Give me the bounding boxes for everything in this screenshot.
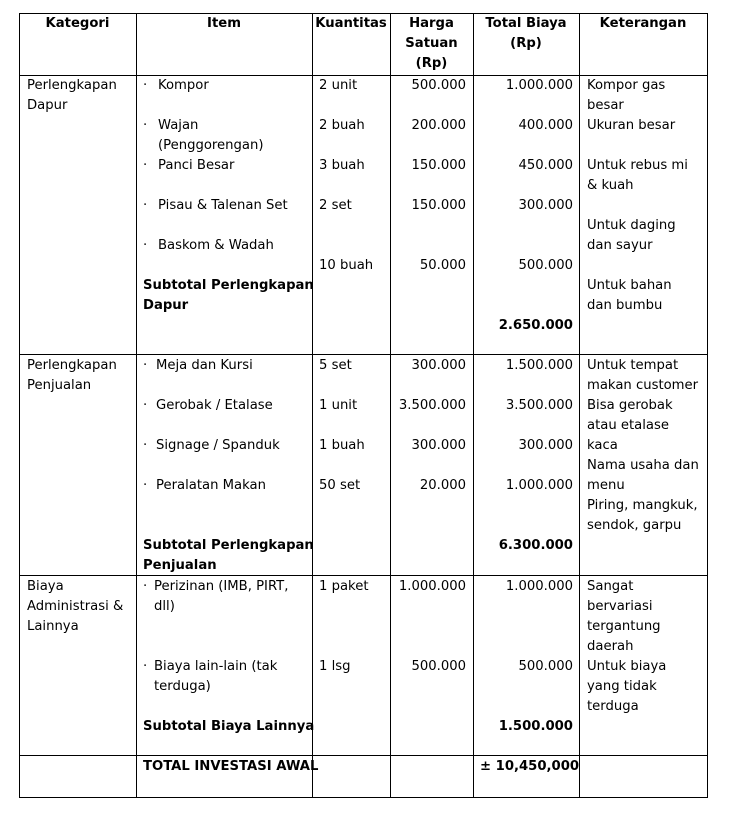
note: makan customer bbox=[587, 378, 699, 393]
subtotal-label: Subtotal Biaya Lainnya bbox=[143, 719, 315, 734]
unit-price: 300.000 bbox=[411, 438, 466, 453]
quantity: 2 unit bbox=[319, 78, 358, 93]
header-harga-satuan: Harga bbox=[409, 16, 454, 31]
subtotal-label: Subtotal Perlengkapan bbox=[143, 538, 314, 553]
note: Untuk rebus mi bbox=[587, 158, 688, 173]
total-cost: 3.500.000 bbox=[505, 398, 573, 413]
category-label: Penjualan bbox=[27, 378, 92, 393]
note: & kuah bbox=[587, 178, 634, 193]
row-divider bbox=[19, 354, 708, 355]
note: menu bbox=[587, 478, 625, 493]
unit-price: 500.000 bbox=[411, 659, 466, 674]
quantity: 10 buah bbox=[319, 258, 374, 273]
subtotal-label: Dapur bbox=[143, 298, 189, 313]
grand-total-value: ± 10,450,000 bbox=[480, 759, 580, 774]
item-name: terduga) bbox=[154, 679, 211, 694]
note: Untuk biaya bbox=[587, 659, 667, 674]
quantity: 50 set bbox=[319, 478, 361, 493]
unit-price: 200.000 bbox=[411, 118, 466, 133]
unit-price: 500.000 bbox=[411, 78, 466, 93]
subtotal-value: 2.650.000 bbox=[498, 318, 573, 333]
table-border-right bbox=[707, 13, 708, 798]
category-label: Perlengkapan bbox=[27, 358, 117, 373]
note: daerah bbox=[587, 639, 634, 654]
table-border-left bbox=[19, 13, 20, 798]
note: terduga bbox=[587, 699, 639, 714]
item-name: Perizinan (IMB, PIRT, bbox=[154, 579, 289, 594]
category-label: Biaya bbox=[27, 579, 64, 594]
unit-price: 3.500.000 bbox=[398, 398, 466, 413]
note: Untuk bahan bbox=[587, 278, 672, 293]
bullet: · bbox=[143, 398, 148, 413]
bullet: · bbox=[143, 579, 148, 594]
unit-price: 300.000 bbox=[411, 358, 466, 373]
item-name: Gerobak / Etalase bbox=[156, 398, 273, 413]
total-cost: 300.000 bbox=[518, 438, 573, 453]
note: Piring, mangkuk, bbox=[587, 498, 698, 513]
total-cost: 1.500.000 bbox=[505, 358, 573, 373]
bullet: · bbox=[143, 659, 148, 674]
note: dan bumbu bbox=[587, 298, 663, 313]
header-kategori: Kategori bbox=[45, 16, 110, 31]
header-kuantitas: Kuantitas bbox=[315, 16, 387, 31]
note: sendok, garpu bbox=[587, 518, 682, 533]
quantity: 3 buah bbox=[319, 158, 365, 173]
category-label: Dapur bbox=[27, 98, 68, 113]
total-cost: 1.000.000 bbox=[505, 478, 573, 493]
column-divider bbox=[579, 13, 580, 798]
note: tergantung bbox=[587, 619, 661, 634]
item-name: Signage / Spanduk bbox=[156, 438, 280, 453]
row-divider bbox=[19, 755, 708, 756]
quantity: 1 buah bbox=[319, 438, 365, 453]
header-total-biaya: (Rp) bbox=[510, 36, 542, 51]
note: Untuk tempat bbox=[587, 358, 679, 373]
quantity: 1 unit bbox=[319, 398, 358, 413]
quantity: 1 paket bbox=[319, 579, 369, 594]
unit-price: 1.000.000 bbox=[398, 579, 466, 594]
unit-price: 20.000 bbox=[419, 478, 466, 493]
header-harga-satuan: Satuan bbox=[405, 36, 458, 51]
item-name: dll) bbox=[154, 599, 175, 614]
subtotal-label: Penjualan bbox=[143, 558, 217, 573]
total-cost: 300.000 bbox=[518, 198, 573, 213]
subtotal-label: Subtotal Perlengkapan bbox=[143, 278, 314, 293]
total-cost: 1.000.000 bbox=[505, 579, 573, 594]
note: Sangat bbox=[587, 579, 634, 594]
bullet: · bbox=[143, 158, 148, 173]
note: Kompor gas bbox=[587, 78, 666, 93]
note: besar bbox=[587, 98, 624, 113]
total-cost: 450.000 bbox=[518, 158, 573, 173]
bullet: · bbox=[143, 118, 148, 133]
unit-price: 150.000 bbox=[411, 158, 466, 173]
quantity: 1 lsg bbox=[319, 659, 351, 674]
table-border-bottom bbox=[19, 797, 708, 798]
quantity: 2 buah bbox=[319, 118, 365, 133]
bullet: · bbox=[143, 78, 148, 93]
unit-price: 50.000 bbox=[419, 258, 466, 273]
quantity: 5 set bbox=[319, 358, 352, 373]
note: Ukuran besar bbox=[587, 118, 676, 133]
category-label: Administrasi & bbox=[27, 599, 124, 614]
category-label: Lainnya bbox=[27, 619, 79, 634]
item-name: Peralatan Makan bbox=[156, 478, 266, 493]
bullet: · bbox=[143, 438, 148, 453]
note: atau etalase bbox=[587, 418, 669, 433]
header-total-biaya: Total Biaya bbox=[485, 16, 567, 31]
item-name: Wajan bbox=[158, 118, 199, 133]
item-name: Baskom & Wadah bbox=[158, 238, 274, 253]
note: Untuk daging bbox=[587, 218, 676, 233]
header-keterangan: Keterangan bbox=[599, 16, 687, 31]
quantity: 2 set bbox=[319, 198, 352, 213]
note: Bisa gerobak bbox=[587, 398, 673, 413]
bullet: · bbox=[143, 238, 148, 253]
item-name: Pisau & Talenan Set bbox=[158, 198, 288, 213]
item-name: Biaya lain-lain (tak bbox=[154, 659, 278, 674]
note: kaca bbox=[587, 438, 618, 453]
total-cost: 1.000.000 bbox=[505, 78, 573, 93]
header-harga-satuan: (Rp) bbox=[415, 56, 448, 71]
item-name: Kompor bbox=[158, 78, 209, 93]
bullet: · bbox=[143, 358, 148, 373]
total-cost: 400.000 bbox=[518, 118, 573, 133]
subtotal-value: 6.300.000 bbox=[498, 538, 573, 553]
column-divider bbox=[136, 13, 137, 798]
unit-price: 150.000 bbox=[411, 198, 466, 213]
total-cost: 500.000 bbox=[518, 659, 573, 674]
subtotal-value: 1.500.000 bbox=[498, 719, 573, 734]
note: dan sayur bbox=[587, 238, 653, 253]
item-name: Meja dan Kursi bbox=[156, 358, 253, 373]
bullet: · bbox=[143, 198, 148, 213]
header-item: Item bbox=[207, 16, 241, 31]
total-cost: 500.000 bbox=[518, 258, 573, 273]
note: Nama usaha dan bbox=[587, 458, 699, 473]
column-divider bbox=[312, 13, 313, 798]
grand-total-label: TOTAL INVESTASI AWAL bbox=[143, 759, 319, 774]
item-name: (Penggorengan) bbox=[158, 138, 264, 153]
item-name: Panci Besar bbox=[158, 158, 235, 173]
bullet: · bbox=[143, 478, 148, 493]
category-label: Perlengkapan bbox=[27, 78, 117, 93]
note: yang tidak bbox=[587, 679, 657, 694]
note: bervariasi bbox=[587, 599, 653, 614]
row-divider bbox=[19, 575, 708, 576]
